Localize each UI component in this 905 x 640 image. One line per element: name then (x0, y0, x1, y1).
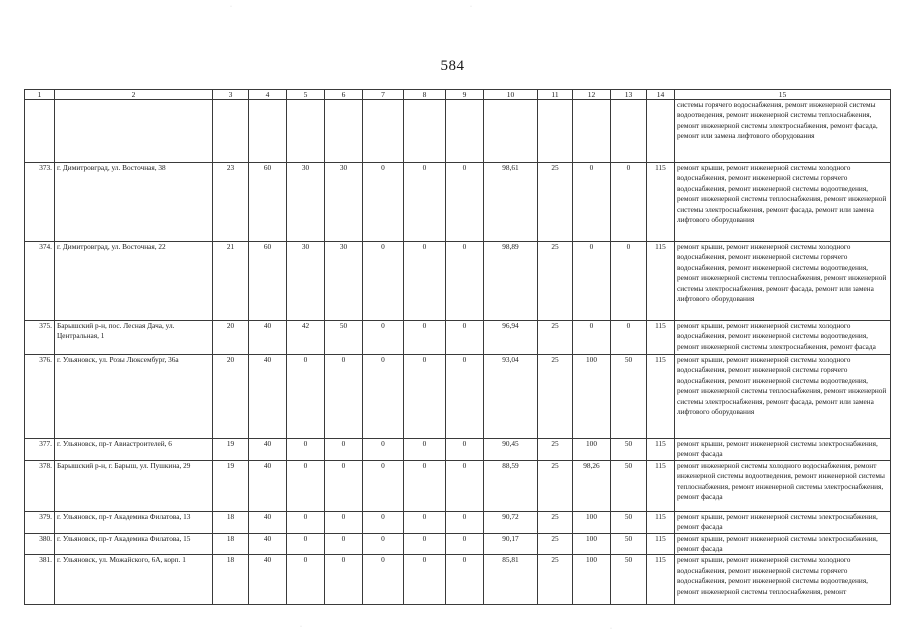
address-cell: г. Димитровград, ул. Восточная, 38 (55, 163, 213, 242)
value-cell: 93,04 (484, 355, 538, 439)
value-cell: 0 (287, 460, 325, 511)
scan-speck: · (610, 626, 612, 632)
column-number: 11 (538, 90, 573, 100)
value-cell: 0 (611, 242, 647, 321)
value-cell: 50 (611, 355, 647, 439)
table-row (25, 555, 891, 605)
works-cell: ремонт крыши, ремонт инженерной системы холодного водоснабжения, ремонт инженерной системы горячего водоснабжения, ремонт инженерной системы водоотведения, ремонт инженерной системы теплоснабжения, ремонт инженерной системы электроснабжения, ремонт фасада, ремонт или замена лифтового оборудования (675, 355, 891, 439)
value-cell: 0 (363, 163, 404, 242)
value-cell: 90,72 (484, 511, 538, 533)
works-cell: ремонт крыши, ремонт инженерной системы холодного водоснабжения, ремонт инженерной системы горячего водоснабжения, ремонт инженерной системы водоотведения, ремонт инженерной системы теплоснабжения, ремонт инженерной системы электроснабжения, ремонт фасада, ремонт или замена лифтового оборудования (675, 163, 891, 242)
address-cell: г. Ульяновск, пр-т Авиастроителей, 6 (55, 439, 213, 461)
value-cell: 0 (573, 242, 611, 321)
row-number-cell: 374. (25, 242, 55, 321)
value-cell: 0 (404, 460, 446, 511)
value-cell: 0 (363, 533, 404, 555)
value-cell: 0 (404, 242, 446, 321)
value-cell: 0 (573, 163, 611, 242)
value-cell: 40 (249, 321, 287, 355)
works-cell: ремонт крыши, ремонт инженерной системы электроснабжения, ремонт фасада (675, 533, 891, 555)
value-cell: 19 (213, 439, 249, 461)
value-cell: 40 (249, 460, 287, 511)
table-row (25, 163, 891, 242)
value-cell: 0 (287, 439, 325, 461)
value-cell: 0 (363, 242, 404, 321)
value-cell: 115 (647, 321, 675, 355)
value-cell: 20 (213, 355, 249, 439)
value-cell: 0 (287, 533, 325, 555)
value-cell: 0 (325, 533, 363, 555)
table-row (25, 439, 891, 461)
value-cell: 100 (573, 555, 611, 605)
value-cell: 0 (404, 533, 446, 555)
value-cell: 0 (611, 321, 647, 355)
value-cell: 25 (538, 321, 573, 355)
table-row (25, 355, 891, 439)
value-cell: 0 (325, 555, 363, 605)
works-cell: ремонт крыши, ремонт инженерной системы электроснабжения, ремонт фасада (675, 511, 891, 533)
column-number: 13 (611, 90, 647, 100)
value-cell: 25 (538, 511, 573, 533)
value-cell: 115 (647, 555, 675, 605)
table-row (25, 460, 891, 511)
value-cell: 100 (573, 511, 611, 533)
column-number: 8 (404, 90, 446, 100)
value-cell: 0 (573, 321, 611, 355)
column-number: 6 (325, 90, 363, 100)
value-cell: 40 (249, 511, 287, 533)
value-cell: 25 (538, 242, 573, 321)
column-number: 1 (25, 90, 55, 100)
value-cell: 0 (446, 555, 484, 605)
value-cell: 98,26 (573, 460, 611, 511)
value-cell: 0 (404, 163, 446, 242)
table-header-row (25, 90, 891, 100)
value-cell: 50 (611, 439, 647, 461)
value-cell: 50 (611, 511, 647, 533)
value-cell: 100 (573, 355, 611, 439)
row-number-cell: 375. (25, 321, 55, 355)
address-cell: г. Ульяновск, пр-т Академика Филатова, 13 (55, 511, 213, 533)
value-cell: 0 (363, 460, 404, 511)
works-cell: ремонт крыши, ремонт инженерной системы электроснабжения, ремонт фасада (675, 439, 891, 461)
column-number: 7 (363, 90, 404, 100)
works-cell: ремонт крыши, ремонт инженерной системы холодного водоснабжения, ремонт инженерной системы водоотведения, ремонт инженерной системы электроснабжения, ремонт фасада (675, 321, 891, 355)
row-number-cell: 373. (25, 163, 55, 242)
row-number-cell: 379. (25, 511, 55, 533)
value-cell: 100 (573, 533, 611, 555)
value-cell: 18 (213, 533, 249, 555)
value-cell: 0 (446, 533, 484, 555)
works-cell: ремонт крыши, ремонт инженерной системы холодного водоснабжения, ремонт инженерной системы горячего водоснабжения, ремонт инженерной системы водоотведения, ремонт инженерной системы теплоснабжения, ремонт инженерной системы электроснабжения, ремонт фасада, ремонт или замена лифтового оборудования (675, 242, 891, 321)
value-cell: 30 (287, 242, 325, 321)
scan-speck: · (470, 4, 472, 10)
value-cell: 115 (647, 355, 675, 439)
value-cell: 0 (446, 355, 484, 439)
row-number-cell: 381. (25, 555, 55, 605)
value-cell: 98,89 (484, 242, 538, 321)
value-cell: 0 (287, 555, 325, 605)
value-cell: 0 (404, 439, 446, 461)
value-cell: 50 (611, 533, 647, 555)
value-cell: 30 (325, 242, 363, 321)
table-row (25, 533, 891, 555)
value-cell: 60 (249, 242, 287, 321)
value-cell: 115 (647, 511, 675, 533)
value-cell: 0 (363, 321, 404, 355)
value-cell: 0 (287, 511, 325, 533)
value-cell: 115 (647, 163, 675, 242)
value-cell: 0 (325, 355, 363, 439)
value-cell: 25 (538, 533, 573, 555)
value-cell: 25 (538, 460, 573, 511)
value-cell: 50 (611, 460, 647, 511)
column-number: 12 (573, 90, 611, 100)
value-cell: 0 (446, 163, 484, 242)
works-cell: системы горячего водоснабжения, ремонт инженерной системы водоотведения, ремонт инженерной системы теплоснабжения, ремонт инженерной системы электроснабжения, ремонт фасада, ремонт или замена лифтового оборудования (675, 100, 891, 163)
address-cell: г. Димитровград, ул. Восточная, 22 (55, 242, 213, 321)
value-cell: 0 (363, 555, 404, 605)
column-number: 2 (55, 90, 213, 100)
works-cell: ремонт крыши, ремонт инженерной системы холодного водоснабжения, ремонт инженерной системы горячего водоснабжения, ремонт инженерной системы водоотведения, ремонт инженерной системы теплоснабжения, ремонт (675, 555, 891, 605)
value-cell: 0 (325, 439, 363, 461)
value-cell: 100 (573, 439, 611, 461)
address-cell: г. Ульяновск, ул. Розы Люксембург, 36а (55, 355, 213, 439)
row-number-cell: 376. (25, 355, 55, 439)
value-cell: 0 (446, 511, 484, 533)
value-cell: 115 (647, 533, 675, 555)
value-cell: 115 (647, 242, 675, 321)
column-number: 9 (446, 90, 484, 100)
value-cell: 0 (404, 355, 446, 439)
row-number-cell: 378. (25, 460, 55, 511)
value-cell: 23 (213, 163, 249, 242)
column-number: 10 (484, 90, 538, 100)
address-cell: Барышский р-н, пос. Лесная Дача, ул. Центральная, 1 (55, 321, 213, 355)
value-cell: 30 (325, 163, 363, 242)
scan-speck: · (300, 624, 302, 630)
value-cell: 40 (249, 439, 287, 461)
value-cell: 115 (647, 460, 675, 511)
value-cell: 25 (538, 163, 573, 242)
column-number: 5 (287, 90, 325, 100)
value-cell: 0 (446, 242, 484, 321)
value-cell: 30 (287, 163, 325, 242)
value-cell: 0 (446, 321, 484, 355)
value-cell: 0 (325, 460, 363, 511)
value-cell: 0 (325, 511, 363, 533)
value-cell: 40 (249, 355, 287, 439)
value-cell: 115 (647, 439, 675, 461)
value-cell: 19 (213, 460, 249, 511)
value-cell: 42 (287, 321, 325, 355)
value-cell: 90,45 (484, 439, 538, 461)
value-cell: 25 (538, 439, 573, 461)
value-cell: 0 (363, 511, 404, 533)
value-cell: 18 (213, 511, 249, 533)
value-cell: 85,81 (484, 555, 538, 605)
value-cell: 20 (213, 321, 249, 355)
value-cell: 0 (404, 511, 446, 533)
column-number: 4 (249, 90, 287, 100)
column-number: 14 (647, 90, 675, 100)
value-cell: 50 (611, 555, 647, 605)
value-cell: 21 (213, 242, 249, 321)
value-cell: 0 (611, 163, 647, 242)
continuation-row (25, 100, 891, 163)
value-cell: 0 (404, 321, 446, 355)
value-cell: 0 (446, 460, 484, 511)
column-number: 3 (213, 90, 249, 100)
value-cell: 98,61 (484, 163, 538, 242)
value-cell: 18 (213, 555, 249, 605)
value-cell: 40 (249, 555, 287, 605)
value-cell: 0 (363, 355, 404, 439)
value-cell: 25 (538, 355, 573, 439)
table-row (25, 242, 891, 321)
column-number: 15 (675, 90, 891, 100)
value-cell: 0 (363, 439, 404, 461)
address-cell: Барышский р-н, г. Барыш, ул. Пушкина, 29 (55, 460, 213, 511)
value-cell: 88,59 (484, 460, 538, 511)
table-row (25, 321, 891, 355)
value-cell: 0 (287, 355, 325, 439)
value-cell: 25 (538, 555, 573, 605)
page-number: 584 (440, 58, 465, 74)
register-table (24, 89, 891, 605)
address-cell: г. Ульяновск, пр-т Академика Филатова, 15 (55, 533, 213, 555)
value-cell: 0 (446, 439, 484, 461)
table-row (25, 511, 891, 533)
row-number-cell: 380. (25, 533, 55, 555)
value-cell: 90,17 (484, 533, 538, 555)
row-number-cell: 377. (25, 439, 55, 461)
value-cell: 50 (325, 321, 363, 355)
scan-speck: · (230, 4, 232, 10)
works-cell: ремонт инженерной системы холодного водоснабжения, ремонт инженерной системы водоотведения, ремонт инженерной системы теплоснабжения, ремонт инженерной системы электроснабжения, ремонт фасада (675, 460, 891, 511)
value-cell: 40 (249, 533, 287, 555)
address-cell: г. Ульяновск, ул. Можайского, 6А, корп. 1 (55, 555, 213, 605)
value-cell: 96,94 (484, 321, 538, 355)
value-cell: 0 (404, 555, 446, 605)
value-cell: 60 (249, 163, 287, 242)
